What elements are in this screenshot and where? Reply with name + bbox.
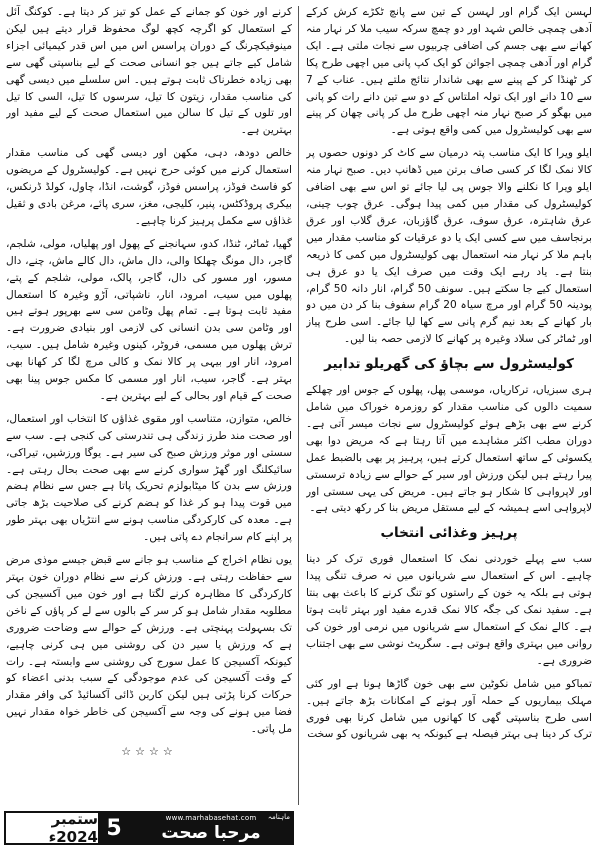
paragraph: ایلو ویرا کا ایک مناسب پتہ درمیان سے کاٹ کر دونوں حصوں پر کالا نمک لگا کر کسی صاف برتن میں ڈھانپ دیں۔ صبح نہار منہ ایلو ویرا کا نکلنے والا جوس پی لیا جائے تو اس سے بھی اضافی کولیسٹرول کی مقدار میں کمی پیدا ہوگی۔ عرق چوب چینی، عرق شاہترہ، عرق سوف، عرق گاؤزبان، عرق گلاب اور عرق برنجاسف میں سے کسی ایک یا دو عرقیات کو مناسب مقدار میں باہم ملا کر نہار منہ استعمال بھی کولیسٹرول میں کمی کا ذریعہ بنتا ہے۔ یاد رہے ایک وقت میں صرف ایک یا دو عرق ہی استعمال کیے جا سکتے ہیں۔ سونف 50 گرام، انار دانہ 50 گرام، پودینہ 50 گرام اور مرچ سیاہ 20 گرام سفوف بنا کر دن میں دو بار کھانے کے بعد نیم گرم پانی سے کھا لیا جائے۔ اسی طرح پیاز اور ٹماٹر کی سلاد وغیرہ پر کھانے کا لازمی حصہ بنا لیں۔ xyxy=(306,147,592,346)
masthead-title: مرحبا صحت xyxy=(161,822,261,843)
page-number: 5 xyxy=(100,811,128,845)
section-heading: کولیسٹرول سے بچاؤ کی گھریلو تدابیر xyxy=(324,356,574,373)
paragraph: لہسن ایک گرام اور لہسن کے تین سے پانچ ٹکڑے کرش کرکے آدھی چمچی خالص شہد اور دو چمچ سرکہ سیب ملا کر نہار منہ کھانے سے بھی جسم کی اضافی چربیوں سے نجات ملتی ہے۔ ایک گرام اور آدھی چمچی اجوائن کو ایک کپ پانی میں اچھی طرح پکا کر ٹھنڈا کر کے پینے سے بھی شاندار نتائج ملتے ہیں۔ عناب کے 7 سے 10 دانے اور ایک تولہ املتاس کے دو سے تین دانے رات کو پانی میں بھگو کر صبح نہار منہ اچھی طرح مل کر پانی چھان کر پینے سے بھی کولیسٹرول میں کمی واقع ہوتی ہے۔ xyxy=(306,6,592,137)
left-column xyxy=(6,4,292,812)
paragraph: خالص دودھ، دہی، مکھن اور دیسی گھی کی مناسب مقدار استعمال کرنے میں کوئی حرج نہیں ہے۔ کولیسٹرول کے مریضوں کو فاسٹ فوڈز، پراسس فوڈز، گوشت، انڈا، چاول، کولڈ ڈرنکس، بیکری پروڈکٹس، پنیر، کلیجی، مغز، سری پائے، مرغن بادی و ثقیل غذاؤں سے مکمل پرہیز کرنا چاہیے۔ xyxy=(6,147,292,227)
right-column xyxy=(306,4,592,845)
section-heading: پرہیز وغذائی انتخاب xyxy=(380,525,518,542)
masthead xyxy=(128,811,294,845)
issue-date: ستمبر 2024ء xyxy=(4,811,100,845)
masthead-tagline: ماہنامہ xyxy=(267,813,290,821)
paragraph: تمباکو میں شامل نکوٹین سے بھی خون گاڑھا ہونا ہے اور کئی مہلک بیماریوں کے حملہ آور ہونے کے امکانات بڑھ جاتے ہیں۔ اسی طرح بناسپتی گھی کا کھانوں میں شامل کرنا بھی فوری ترک کر دینا ہی بہتر فیصلہ ہے کیونکہ یہ بھی شریانوں کو سخت xyxy=(306,677,592,741)
paragraph: گھیا، ٹماٹر، ٹنڈا، کدو، سہانجنے کے پھول اور پھلیاں، مولی، شلجم، گاجر، دال مونگ چھلکا والی، دال ماش، دال کالے ماش، چنے، دال مسور، اور مسور کی دال، گاجر، پالک، مولی، شلجم کے پتے، پھلوں میں سیب، امرود، انار، ناشپاتی، آڑو وغیرہ کا استعمال مفید ثابت ہوتا ہے۔ تمام پھل وٹامن سی سے بھرپور ہوتے ہیں اور وٹامن سی بدن انسانی کی لازمی اور بنیادی ضرورت ہے۔ ترش پھلوں میں مسمی، فروٹر، کینوں وغیرہ شامل ہیں۔ سیب، امرود، انار اور بیہی پر کالا نمک و کالی مرچ لگا کر کھانا بھی بہتر ہے۔ گاجر، سیب، انار اور مسمی کا مکس جوس پینا بھی صحت کے قیام اور بحالی کے لیے بہترین ہے۔ xyxy=(6,237,292,402)
paragraph: خالص، متوازن، متناسب اور مقوی غذاؤں کا انتخاب اور استعمال، اور صحت مند طرز زندگی ہی تندرستی کی کنجی ہے۔ سب سے سستی اور موثر ورزش صبح کی سیر ہے۔ یوگا ورزشیں، تیراکی، سائیکلنگ اور گھڑ سواری کرنے سے بھی صحت بحال رہتی ہے۔ ورزش سے بدن کا میٹابولزم تحریک پاتا ہے جس سے نظام ہضم میں قوت پیدا ہو کر غذا کو ہضم کرنے کی صلاحیت بڑھ جاتی ہے۔ معدہ کی کارکردگی مناسب ہونے سے انتڑیاں بھی بہتر طور پر اپنے کام سرانجام دے پاتی ہیں۔ xyxy=(6,412,292,544)
column-divider xyxy=(298,6,299,805)
paragraph: سب سے پہلے خوردنی نمک کا استعمال فوری ترک کر دینا چاہیے۔ اس کے استعمال سے شریانوں میں نہ صرف تنگی پیدا ہوتی ہے بلکہ یہ خون کے راستوں کو تنگ کرنے کا باعث بھی بنتا ہے۔ سفید نمک کی جگہ کالا نمک قدرے مفید اور بہتر ثابت ہوتا ہے۔ کالے نمک کے استعمال سے شریانوں میں نرمی اور خون کی روانی میں بہتری واقع ہوتی ہے۔ سگریٹ نوشی سے بھی اجتناب ضروری ہے۔ xyxy=(306,553,592,667)
paragraph: یوں نظام اخراج کے مناسب ہو جانے سے قبض جیسے موذی مرض سے حفاظت رہتی ہے۔ ورزش کرنے سے نظام دوران خون بہتر کارکردگی کا مظاہرہ کرنے لگتا ہے اور خون میں آکسیجن کی مطلوبہ مقدار شامل ہو کر سر کے بالوں سے لے کر پاؤں کے ناخن تک بسہولت پہنچتی ہے۔ ورزش کے حوالے سے وضاحت ضروری ہے کہ ورزش یا سیر دن کی روشنی میں ہی کرنی چاہیے، کیونکہ آکسیجن کا عمل سورج کی روشنی سے وابستہ ہے۔ رات کے وقت آکسیجن کی عدم موجودگی کے سبب بدنی اعضاء کو حرکات کرنا پڑتی ہیں لیکن کاربن ڈائی آکسائیڈ کی وافر مقدار فضا میں ہونے کی وجہ سے آکسیجن کی خاطر خواہ مقدار نہیں مل پاتی۔ xyxy=(6,554,292,736)
website-url: www.marhabasehat.com xyxy=(165,813,257,822)
page-footer xyxy=(4,811,294,845)
paragraph: کرنے اور خون کو جمانے کے عمل کو تیز کر دیتا ہے۔ کوکنگ آئل کے استعمال کو اگرچہ کچھ لوگ محفوظ قرار دیتے ہیں لیکن مینوفیکچرنگ کے دوران پراسس اس میں اس قدر کیمیائی اجزاء شامل کیے جاتے ہیں جو انسانی صحت کے لیے بناسپتی گھی سے بھی زیادہ خطرناک ثابت ہوتے ہیں۔ اس سلسلے میں دیسی گھی کی مناسب مقدار، زیتون کا تیل، سرسوں کا تیل، السی کا تیل اور تلوں کے تیل کا سالن میں استعمال صحت کے لیے مفید اور بہترین ہے۔ xyxy=(6,6,292,137)
stars-ornament: ☆☆☆☆ xyxy=(121,745,177,759)
paragraph: ہری سبزیاں، ترکاریاں، موسمی پھل، پھلوں کے جوس اور چھلکے سمیت دالوں کی مناسب مقدار کو روزمرہ خوراک میں شامل کرنے سے بھی بڑھے ہوئے کولیسٹرول سے نجات میسر آتی ہے۔ دوران مطب اکثر مشاہدے میں آتا رہتا ہے کہ مریض دوا بھی یکسوئی کے ساتھ استعمال کرتے ہیں، پرہیز پر بھی بالضبط عمل پیرا رہتے ہیں لیکن ورزش اور سیر کے حوالے سے زیادہ ترسستی اور لاپرواہی کا شکار ہو جاتے ہیں۔ مریض کی یہی سستی اور لاپرواہی اسے ہمیشہ کے لیے مستقل مریض بنا کر رکھ دیتی ہے۔ xyxy=(306,384,592,515)
